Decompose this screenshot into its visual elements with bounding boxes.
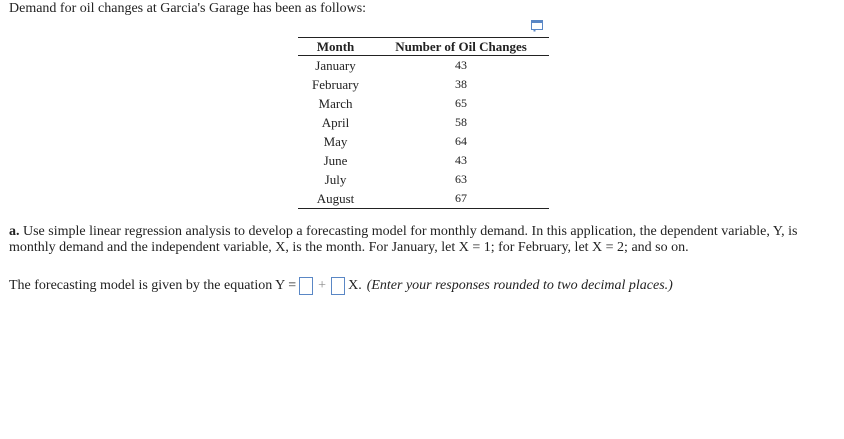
table-row [298, 113, 549, 132]
equation-suffix: X. [348, 278, 362, 293]
month-cell: February [312, 77, 359, 92]
count-cell: 38 [455, 77, 467, 91]
month-cell: March [318, 96, 353, 111]
count-column-header: Number of Oil Changes [373, 38, 549, 56]
month-column-header: Month [298, 38, 373, 56]
intro-text: Demand for oil changes at Garcia's Garage has been as follows: [9, 1, 367, 16]
month-cell: April [321, 115, 350, 130]
month-cell: May [323, 134, 348, 149]
table-row [298, 189, 549, 209]
table-row [298, 56, 549, 76]
table-row [298, 170, 549, 189]
plus-sign: + [318, 278, 327, 293]
count-cell: 43 [455, 58, 467, 72]
copy-icon[interactable] [531, 20, 543, 32]
count-cell: 58 [455, 115, 467, 129]
question-label: a. [9, 224, 20, 239]
oil-changes-table [298, 37, 549, 209]
rounding-hint: (Enter your responses rounded to two decimal places.) [366, 278, 673, 293]
intercept-input[interactable] [299, 277, 313, 295]
equation-line [9, 276, 673, 296]
month-cell: July [324, 172, 347, 187]
count-cell: 63 [455, 172, 467, 186]
table-row [298, 94, 549, 113]
month-cell: June [323, 153, 348, 168]
question-text [9, 224, 829, 256]
month-cell: August [298, 189, 373, 209]
count-cell: 64 [455, 134, 467, 148]
slope-input[interactable] [331, 277, 345, 295]
question-body: Use simple linear regression analysis to develop a forecasting model for monthly demand. In this application, the dependent variable, Y, is monthly demand and the independent variable, X, is the month. For January, let X = 1; for February, let X = 2; and so on. [9, 224, 798, 255]
table-row [298, 75, 549, 94]
count-cell: 65 [455, 96, 467, 110]
equation-prefix: The forecasting model is given by the equation Y = [9, 278, 297, 293]
month-cell: January [315, 58, 356, 73]
table-row [298, 151, 549, 170]
count-cell: 67 [373, 189, 549, 209]
count-cell: 43 [455, 153, 467, 167]
table-header-row [298, 38, 549, 56]
table-row [298, 132, 549, 151]
